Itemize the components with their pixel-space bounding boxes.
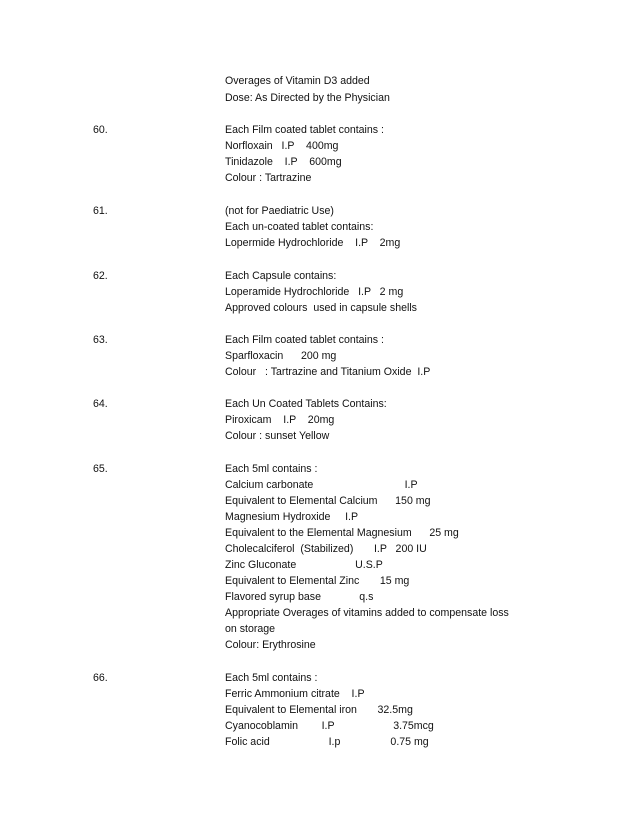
item-line: Tinidazole I.P 600mg — [225, 156, 342, 168]
item-line: Colour: Erythrosine — [225, 639, 316, 651]
item-line: Colour : Tartrazine and Titanium Oxide I.P — [225, 366, 431, 378]
item-line: Zinc Gluconate U.S.P — [225, 559, 383, 571]
item-number: 64. — [93, 398, 108, 410]
item-line: Each Un Coated Tablets Contains: — [225, 398, 387, 410]
item-line: Lopermide Hydrochloride I.P 2mg — [225, 237, 401, 249]
item-number: 63. — [93, 334, 108, 346]
item-line: Each un-coated tablet contains: — [225, 221, 374, 233]
item-line: Loperamide Hydrochloride I.P 2 mg — [225, 286, 404, 298]
item-line: Colour : Tartrazine — [225, 172, 312, 184]
item-line: Equivalent to Elemental Calcium 150 mg — [225, 495, 431, 507]
item-line: Equivalent to Elemental iron 32.5mg — [225, 704, 413, 716]
item-line: (not for Paediatric Use) — [225, 205, 334, 217]
item-line: Norfloxain I.P 400mg — [225, 140, 339, 152]
item-line: Piroxicam I.P 20mg — [225, 414, 335, 426]
item-number: 66. — [93, 672, 108, 684]
item-line: Ferric Ammonium citrate I.P — [225, 688, 365, 700]
item-line: Each Capsule contains: — [225, 270, 337, 282]
item-number: 60. — [93, 124, 108, 136]
item-line: Calcium carbonate I.P — [225, 479, 418, 491]
item-line: Cyanocoblamin I.P 3.75mcg — [225, 720, 434, 732]
item-line: Equivalent to Elemental Zinc 15 mg — [225, 575, 410, 587]
item-line: Colour : sunset Yellow — [225, 430, 330, 442]
item-number: 62. — [93, 270, 108, 282]
item-number: 65. — [93, 463, 108, 475]
item-line: on storage — [225, 623, 276, 635]
item-line: Equivalent to the Elemental Magnesium 25 mg — [225, 527, 459, 539]
item-line: Sparfloxacin 200 mg — [225, 350, 337, 362]
intro-line: Dose: As Directed by the Physician — [225, 92, 390, 104]
item-line: Approved colours used in capsule shells — [225, 302, 417, 314]
item-line: Appropriate Overages of vitamins added to compensate loss — [225, 607, 509, 619]
item-line: Each Film coated tablet contains : — [225, 124, 384, 136]
item-line: Magnesium Hydroxide I.P — [225, 511, 359, 523]
item-line: Cholecalciferol (Stabilized) I.P 200 IU — [225, 543, 427, 555]
item-line: Folic acid I.p 0.75 mg — [225, 736, 429, 748]
intro-line: Overages of Vitamin D3 added — [225, 75, 370, 87]
item-line: Each 5ml contains : — [225, 672, 318, 684]
item-line: Each Film coated tablet contains : — [225, 334, 384, 346]
item-line: Each 5ml contains : — [225, 463, 318, 475]
item-number: 61. — [93, 205, 108, 217]
item-line: Flavored syrup base q.s — [225, 591, 374, 603]
